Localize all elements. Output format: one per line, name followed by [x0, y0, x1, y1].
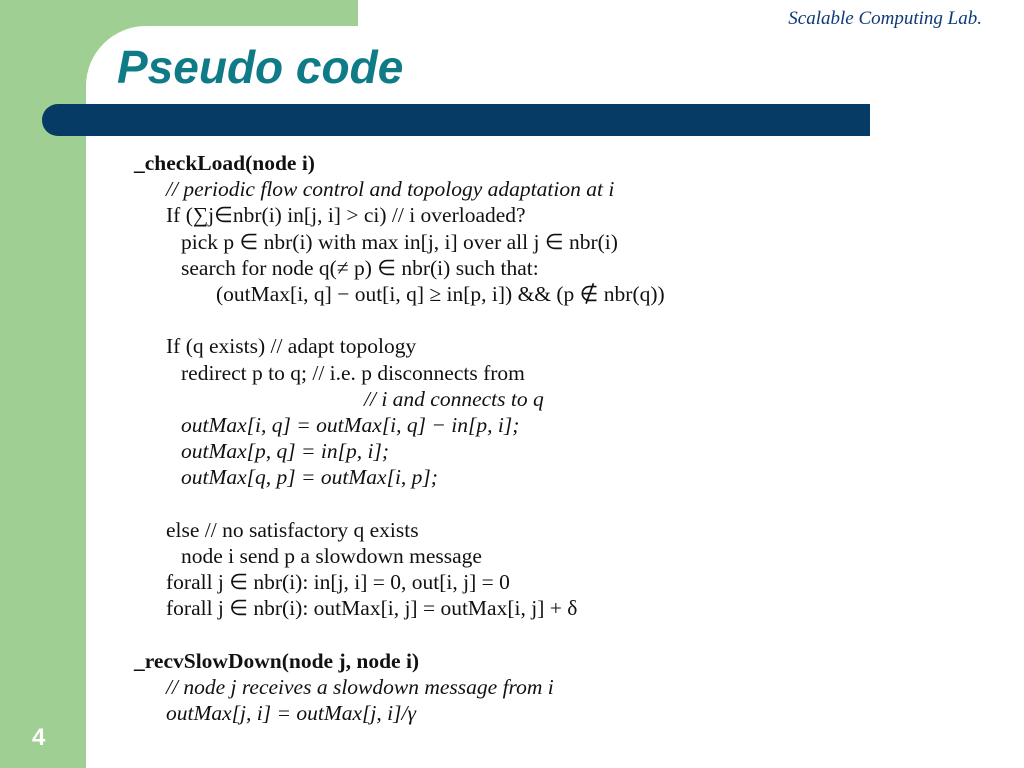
code-spacer: [134, 307, 984, 333]
code-line: outMax[p, q] = in[p, i];: [181, 439, 390, 464]
title-underline-bar: [42, 104, 870, 136]
code-line: // node j receives a slowdown message from i: [166, 674, 554, 699]
code-line: node i send p a slowdown message: [181, 543, 482, 568]
code-line: search for node q(≠ p) ∈ nbr(i) such that:: [181, 255, 539, 280]
slide-title: Pseudo code: [117, 41, 404, 93]
code-spacer: [134, 490, 984, 516]
code-line: // periodic flow control and topology adaptation at i: [166, 177, 615, 202]
code-line: If (q exists) // adapt topology: [166, 334, 417, 359]
code-line: outMax[q, p] = outMax[i, p];: [181, 465, 438, 490]
lab-name: Scalable Computing Lab.: [788, 8, 982, 29]
pseudo-code-block: [134, 150, 984, 726]
code-line: outMax[i, q] = outMax[i, q] − in[p, i];: [181, 412, 520, 437]
code-line: _checkLoad(node i): [134, 151, 315, 175]
code-line: If (∑j∈nbr(i) in[j, i] > ci) // i overloaded?: [166, 203, 526, 228]
code-line: redirect p to q; // i.e. p disconnects from: [181, 360, 525, 385]
code-line: (outMax[i, q] − out[i, q] ≥ in[p, i]) && (p ∉ nbr(q)): [216, 281, 665, 306]
code-spacer: [134, 621, 984, 647]
code-line: // i and connects to q: [364, 386, 544, 411]
code-line: outMax[j, i] = outMax[j, i]/γ: [166, 700, 416, 725]
code-line: _recvSlowDown(node j, node i): [134, 648, 420, 673]
code-line: pick p ∈ nbr(i) with max in[j, i] over all j ∈ nbr(i): [181, 229, 618, 254]
code-line: forall j ∈ nbr(i): outMax[i, j] = outMax[i, j] + δ: [166, 596, 578, 621]
code-line: else // no satisfactory q exists: [166, 517, 419, 542]
page-number: 4: [32, 724, 46, 751]
code-line: forall j ∈ nbr(i): in[j, i] = 0, out[i, j] = 0: [166, 570, 510, 594]
